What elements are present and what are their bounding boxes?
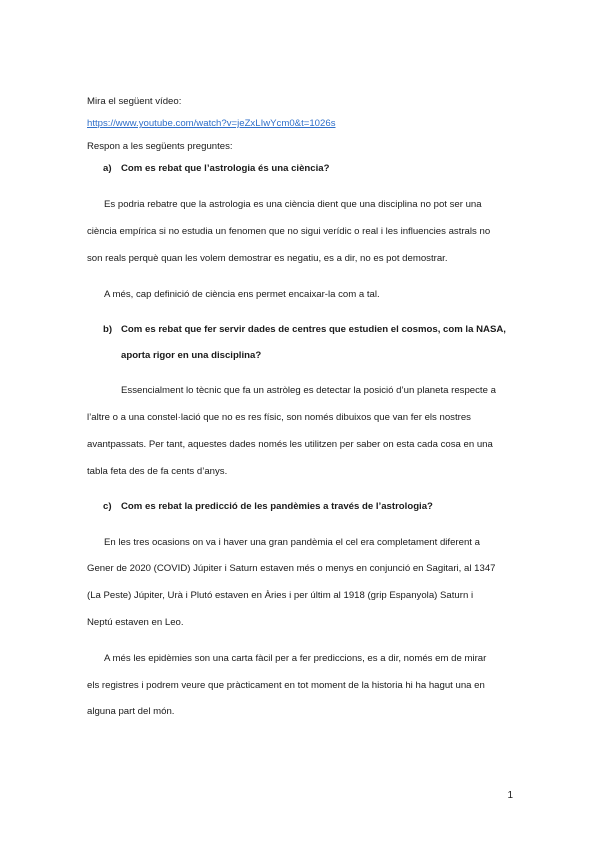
- question-c-title: [103, 501, 433, 512]
- answer-c-p1-line-4: Neptú estaven en Leo.: [87, 617, 184, 628]
- answer-a-p2-line-1: A més, cap definició de ciència ens permet encaixar-la com a tal.: [104, 289, 380, 300]
- question-a-title: [103, 163, 329, 174]
- answer-c-p1-line-3: (La Peste) Júpiter, Urà i Plutó estaven en Àries i per últim al 1918 (grip Espanyola) Saturn i: [87, 590, 474, 601]
- answer-b-p1-line-1: Essencialment lo tècnic que fa un astròleg es detectar la posició d’un planeta respecte a: [121, 385, 496, 396]
- page-number: 1: [507, 790, 513, 801]
- answer-c-p1-line-2: Gener de 2020 (COVID) Júpiter i Saturn estaven més o menys en conjunció en Sagitari, al 1347: [87, 563, 496, 574]
- answer-c-p2-line-1: A més les epidèmies son una carta fàcil per a fer prediccions, es a dir, només em de mirar: [104, 653, 487, 664]
- video-link[interactable]: https://www.youtube.com/watch?v=jeZxLIwYcm0&t=1026s: [87, 118, 336, 129]
- question-a-letter: a): [103, 163, 112, 174]
- answer-a-p1-line-2: ciència empírica si no estudia un fenomen que no sigui verídic o real i les influencies astrals no: [87, 226, 491, 237]
- intro-instruction: Respon a les següents preguntes:: [87, 141, 233, 152]
- answer-b-p1-line-3: avantpassats. Per tant, aquestes dades només les utilitzen per saber on esta cada cosa en una: [87, 439, 493, 450]
- answer-b-p1-line-4: tabla feta des de fa cents d’anys.: [87, 466, 228, 477]
- answer-a-p1-line-3: son reals perquè quan les volem demostrar es negatiu, es a dir, no es pot demostrar.: [87, 253, 448, 264]
- intro-prompt: Mira el següent vídeo:: [87, 96, 182, 107]
- question-b-letter: b): [103, 324, 113, 335]
- answer-c-p1-line-1: En les tres ocasions on va i haver una gran pandèmia el cel era completament diferent a: [104, 537, 480, 548]
- answer-c-p2-line-2: els registres i podrem veure que pràcticament en tot moment de la historia hi ha hagut una en: [87, 680, 485, 691]
- question-b-title-line-2: aporta rigor en una disciplina?: [121, 350, 262, 361]
- question-c-title-line-1: Com es rebat la predicció de les pandèmies a través de l’astrologia?: [121, 501, 433, 512]
- answer-b-p1-line-2: l’altre o a una constel·lació que no es res físic, son només dibuixos que van fer els nostres: [87, 412, 471, 423]
- question-a-title-line-1: Com es rebat que l’astrologia és una ciència?: [121, 163, 330, 174]
- answer-a-p1-line-1: Es podria rebatre que la astrologia es una ciència dient que una disciplina no pot ser una: [104, 199, 482, 210]
- answer-c-p2-line-3: alguna part del món.: [87, 706, 175, 717]
- question-c-letter: c): [103, 501, 112, 512]
- question-b-title-line-1: Com es rebat que fer servir dades de centres que estudien el cosmos, com la NASA,: [121, 324, 506, 335]
- question-b-title: [103, 324, 506, 335]
